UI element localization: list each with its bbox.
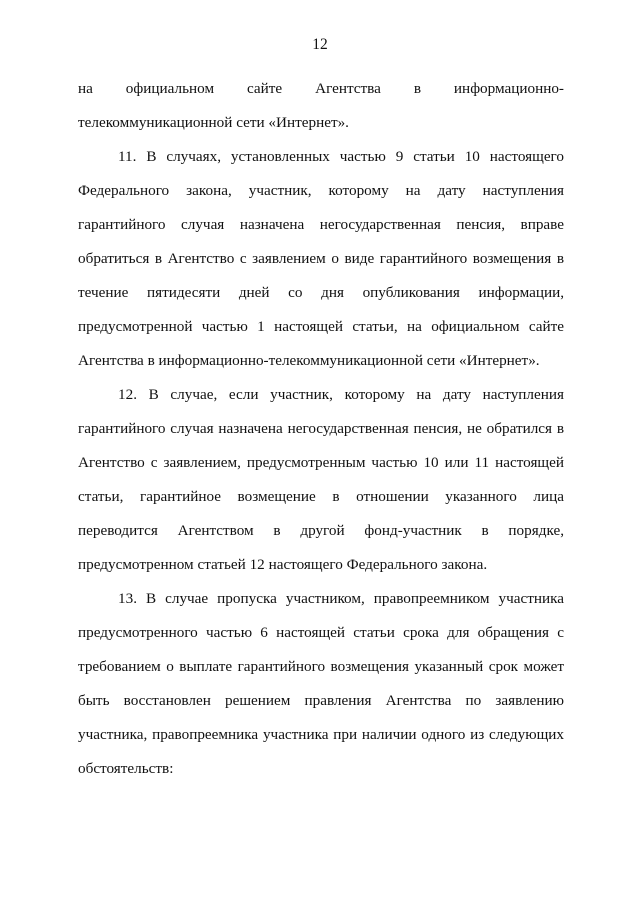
paragraph-13 [78,582,564,786]
text-line: участника, правопреемника участника при наличии одного из следующих [78,726,564,743]
text-line: быть восстановлен решением правления Агентства по заявлению [78,692,564,709]
text-line: Агентства в информационно-телекоммуникационной сети «Интернет». [78,352,540,369]
text-line: на официальном сайте Агентства в информационно- [78,80,564,97]
text-line: Федерального закона, участник, которому на дату наступления [78,182,564,199]
text-line: телекоммуникационной сети «Интернет». [78,114,349,131]
text-line: течение пятидесяти дней со дня опубликования информации, [78,284,564,301]
text-line: переводится Агентством в другой фонд-участник в порядке, [78,522,564,539]
paragraph [78,72,564,140]
text-line: гарантийного случая назначена негосударственная пенсия, вправе [78,216,564,233]
text-line: предусмотренном статьей 12 настоящего Федерального закона. [78,556,488,573]
text-line: предусмотренного частью 6 настоящей статьи срока для обращения с [78,624,564,641]
text-line: обратиться в Агентство с заявлением о виде гарантийного возмещения в [78,250,564,267]
paragraph-11 [78,140,564,378]
text-line: Агентство с заявлением, предусмотренным частью 10 или 11 настоящей [78,454,564,471]
paragraph-12 [78,378,564,582]
text-line: предусмотренной частью 1 настоящей статьи, на официальном сайте [78,318,564,335]
document-body [78,72,564,786]
text-line: 13. В случае пропуска участником, правопреемником участника [118,590,564,607]
text-line: 12. В случае, если участник, которому на дату наступления [118,386,564,403]
page-number: 12 [312,36,328,53]
text-line: требованием о выплате гарантийного возмещения указанный срок может [78,658,564,675]
text-line: 11. В случаях, установленных частью 9 статьи 10 настоящего [118,148,564,165]
text-line: гарантийного случая назначена негосударственная пенсия, не обратился в [78,420,564,437]
text-line: статьи, гарантийное возмещение в отношении указанного лица [78,488,564,505]
text-line: обстоятельств: [78,760,174,777]
